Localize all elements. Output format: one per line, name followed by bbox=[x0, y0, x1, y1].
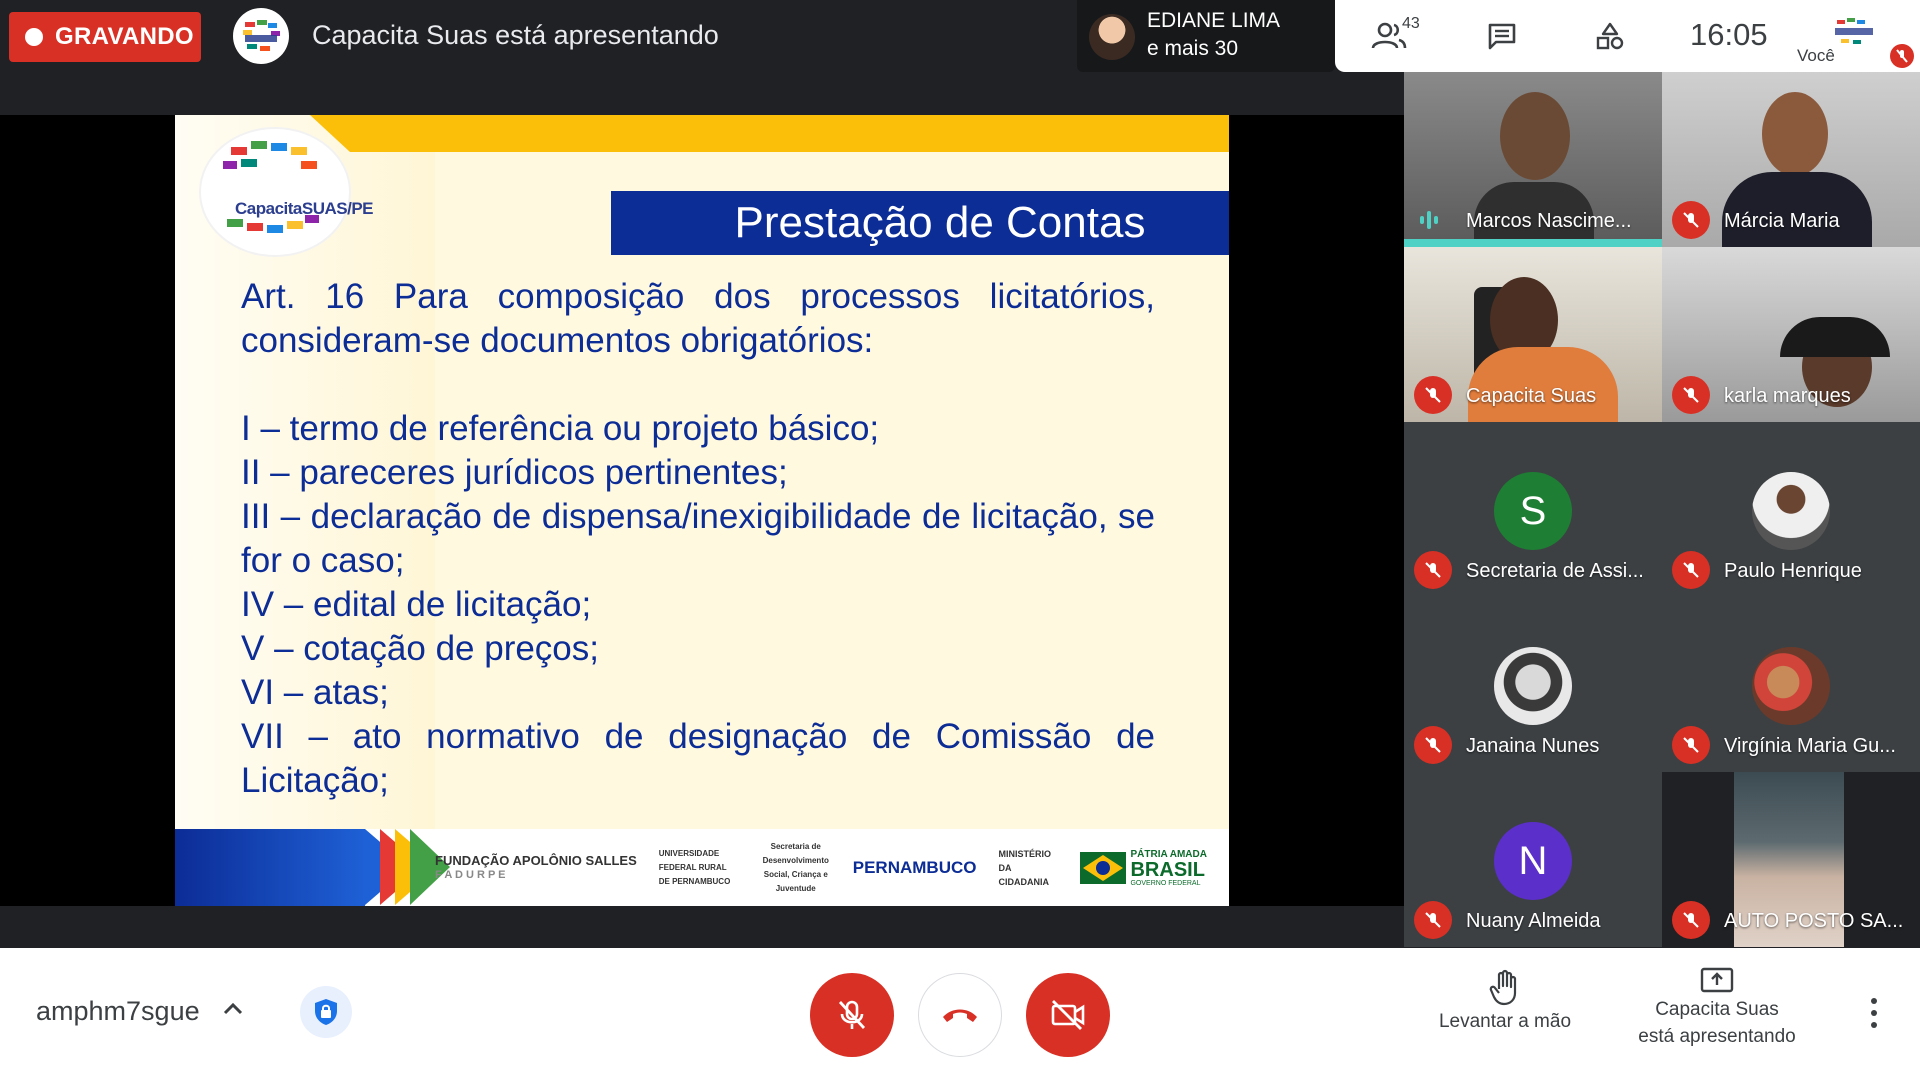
top-controls bbox=[1335, 0, 1791, 72]
slide-item: IV – edital de licitação; bbox=[241, 585, 592, 624]
active-speaker-others: e mais 30 bbox=[1147, 37, 1239, 60]
footer-logos bbox=[435, 842, 1207, 893]
active-speaker-bar bbox=[1404, 239, 1662, 247]
more-vert-icon bbox=[1871, 1022, 1877, 1028]
raise-hand-label: Levantar a mão bbox=[1438, 1011, 1572, 1032]
participant-name: Marcos Nascime... bbox=[1466, 210, 1632, 232]
ufrpe-logo: UNIVERSIDADE FEDERAL RURAL DE PERNAMBUCO bbox=[658, 849, 731, 886]
mic-off-icon bbox=[1672, 376, 1710, 414]
slide-spacer bbox=[241, 363, 1155, 407]
participant-name: Virgínia Maria Gu... bbox=[1724, 735, 1896, 757]
fadurpe-name: F A D U R P E bbox=[435, 869, 506, 881]
activities-icon bbox=[1595, 22, 1625, 50]
more-vert-icon bbox=[1871, 1010, 1877, 1016]
slide-item: II – pareceres jurídicos pertinentes; bbox=[241, 453, 788, 492]
self-avatar-logo bbox=[1831, 14, 1877, 50]
ministerio-logo: MINISTÉRIO DA CIDADANIA bbox=[998, 849, 1051, 887]
presenter-title: Capacita Suas está apresentando bbox=[312, 20, 719, 50]
clock: 16:05 bbox=[1690, 17, 1768, 52]
participant-tile[interactable] bbox=[1404, 72, 1662, 247]
participant-tile[interactable] bbox=[1404, 597, 1662, 772]
participant-tile[interactable] bbox=[1662, 247, 1920, 422]
chat-icon bbox=[1487, 22, 1517, 50]
leave-call-button[interactable] bbox=[918, 973, 1002, 1057]
slide-body bbox=[241, 275, 1155, 803]
participant-tile[interactable] bbox=[1404, 772, 1662, 947]
participant-name: AUTO POSTO SA... bbox=[1724, 910, 1904, 932]
participant-video-face bbox=[1762, 92, 1828, 176]
logo-text: CapacitaSUAS/PE bbox=[235, 199, 373, 218]
fundacao-name: FUNDAÇÃO APOLÔNIO SALLES bbox=[435, 853, 637, 868]
presenting-status-button[interactable] bbox=[1617, 966, 1817, 1050]
slide-item: V – cotação de preços; bbox=[241, 629, 599, 668]
self-label: Você bbox=[1797, 46, 1835, 65]
footer-blue-band bbox=[175, 829, 365, 906]
chevron-up-icon bbox=[218, 994, 248, 1024]
participant-avatar-photo bbox=[1752, 647, 1830, 725]
presentation-slide bbox=[175, 115, 1229, 906]
self-mic-off-icon bbox=[1890, 44, 1914, 68]
participant-tile[interactable] bbox=[1404, 247, 1662, 422]
mic-off-icon bbox=[1672, 551, 1710, 589]
mic-off-icon bbox=[1672, 726, 1710, 764]
meeting-details-button[interactable] bbox=[218, 994, 248, 1024]
participant-name: Márcia Maria bbox=[1724, 210, 1840, 232]
participant-avatar-photo bbox=[1752, 472, 1830, 550]
participants-grid bbox=[1404, 72, 1920, 948]
participant-name: Nuany Almeida bbox=[1466, 910, 1601, 932]
participant-tile[interactable] bbox=[1662, 72, 1920, 247]
more-vert-icon bbox=[1871, 998, 1877, 1004]
mic-off-icon bbox=[834, 997, 870, 1033]
participant-video-face bbox=[1500, 92, 1570, 180]
secretaria-logo: Secretaria de Desenvolvimento Social, Criança e Juventude bbox=[762, 842, 829, 893]
slide-item: VII – ato normativo de designação de Comissão de Licitação; bbox=[241, 717, 1155, 800]
participant-tile[interactable] bbox=[1404, 422, 1662, 597]
participant-video-hair bbox=[1780, 317, 1890, 357]
presenting-label-line2: está apresentando bbox=[1638, 1026, 1796, 1047]
presenting-label-line1: Capacita Suas bbox=[1655, 999, 1779, 1020]
recording-badge bbox=[9, 12, 201, 62]
mic-off-icon bbox=[1414, 551, 1452, 589]
camera-button[interactable] bbox=[1026, 973, 1110, 1057]
mic-off-icon bbox=[1414, 376, 1452, 414]
slide-yellow-band bbox=[350, 115, 1229, 152]
brasil-text: BRASIL bbox=[1130, 859, 1205, 881]
mic-off-icon bbox=[1672, 201, 1710, 239]
participant-tile[interactable] bbox=[1662, 597, 1920, 772]
recording-label: GRAVANDO bbox=[55, 23, 194, 50]
mic-off-icon bbox=[1414, 726, 1452, 764]
governo-federal-text: GOVERNO FEDERAL bbox=[1130, 880, 1201, 887]
brasil-logo bbox=[1080, 849, 1206, 887]
people-count: 43 bbox=[1402, 15, 1420, 32]
mic-off-icon bbox=[1414, 901, 1452, 939]
participant-name: Janaina Nunes bbox=[1466, 735, 1600, 757]
raise-hand-icon bbox=[1489, 969, 1521, 1007]
active-speaker-avatar bbox=[1089, 14, 1135, 60]
participant-avatar-initial: S bbox=[1494, 472, 1572, 550]
microphone-button[interactable] bbox=[810, 973, 894, 1057]
host-controls-button[interactable] bbox=[300, 986, 352, 1038]
self-view[interactable] bbox=[1791, 0, 1920, 72]
participant-name: Capacita Suas bbox=[1466, 385, 1597, 407]
slide-item: III – declaração de dispensa/inexigibilidade de licitação, se for o caso; bbox=[241, 497, 1155, 580]
top-bar bbox=[0, 0, 1920, 72]
speaking-indicator-icon bbox=[1420, 207, 1446, 233]
active-speaker-name: EDIANE LIMA bbox=[1147, 9, 1281, 32]
participant-tile[interactable] bbox=[1662, 772, 1920, 947]
participant-name: karla marques bbox=[1724, 385, 1851, 407]
slide-heading: Prestação de Contas bbox=[734, 198, 1146, 247]
more-options-button[interactable] bbox=[1862, 998, 1886, 1028]
fundacao-logo bbox=[435, 854, 637, 882]
bottom-bar bbox=[0, 948, 1920, 1080]
recording-dot-icon bbox=[25, 28, 43, 46]
active-speaker-panel[interactable] bbox=[1077, 0, 1335, 72]
raise-hand-button[interactable] bbox=[1420, 968, 1590, 1035]
capacita-suas-logo bbox=[201, 129, 373, 255]
participant-name: Secretaria de Assi... bbox=[1466, 560, 1644, 582]
hang-up-icon bbox=[940, 1005, 980, 1025]
patria-amada-text: PÁTRIA AMADA bbox=[1130, 849, 1207, 860]
slide-intro: Art. 16 Para composição dos processos licitatórios, consideram-se documentos obrigatórios: bbox=[241, 277, 1155, 360]
presenter-logo bbox=[233, 8, 289, 64]
participant-avatar-photo bbox=[1494, 647, 1572, 725]
shield-lock-icon bbox=[311, 997, 341, 1027]
meeting-code: amphm7sgue bbox=[36, 996, 200, 1026]
mic-off-icon bbox=[1672, 901, 1710, 939]
participant-avatar-initial: N bbox=[1494, 822, 1572, 900]
pernambuco-logo: PERNAMBUCO bbox=[852, 858, 977, 877]
camera-off-icon bbox=[1049, 997, 1087, 1033]
present-screen-icon bbox=[1700, 967, 1734, 995]
slide-item: VI – atas; bbox=[241, 673, 389, 712]
brasil-flag-icon bbox=[1080, 852, 1126, 884]
activities-button[interactable] bbox=[1588, 16, 1632, 56]
slide-item: I – termo de referência ou projeto básico; bbox=[241, 409, 880, 448]
participant-tile[interactable] bbox=[1662, 422, 1920, 597]
chat-button[interactable] bbox=[1480, 16, 1524, 56]
participant-name: Paulo Henrique bbox=[1724, 560, 1862, 582]
